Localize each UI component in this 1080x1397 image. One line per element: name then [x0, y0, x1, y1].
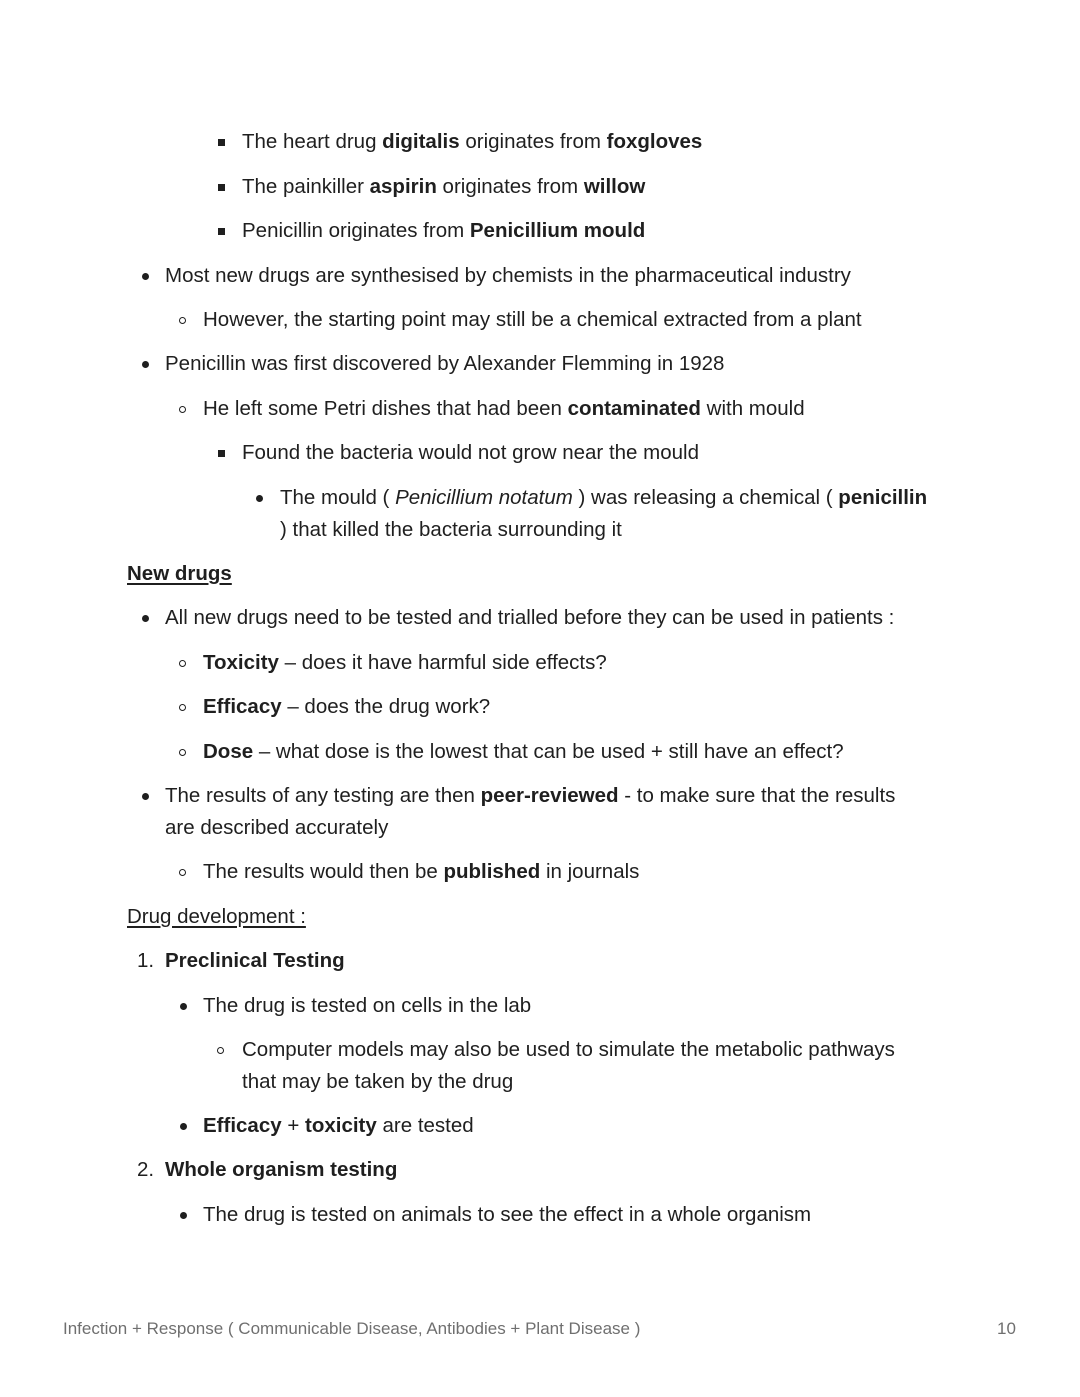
- step-number: 2.: [137, 1158, 155, 1181]
- bullet-icon: [180, 1212, 187, 1219]
- new-drugs-intro: All new drugs need to be tested and trialled before they can be used in patients :: [165, 606, 895, 629]
- discovery-mould-1: The mould ( Penicillium notatum ) was releasing a chemical ( penicillin: [280, 486, 928, 509]
- bullet-icon: [142, 615, 149, 622]
- square-bullet-icon: [218, 228, 225, 235]
- step1-title: Preclinical Testing: [165, 949, 345, 972]
- synth-main: Most new drugs are synthesised by chemists in the pharmaceutical industry: [165, 264, 851, 287]
- discovery-main: Penicillin was first discovered by Alexander Flemming in 1928: [165, 352, 725, 375]
- efficacy-toxicity-item: Efficacy + toxicity are tested: [203, 1114, 474, 1137]
- dose-item: Dose – what dose is the lowest that can be used + still have an effect?: [203, 740, 844, 763]
- bullet-icon: [142, 793, 149, 800]
- section-heading-new-drugs: New drugs: [127, 562, 232, 585]
- bullet-icon: [180, 1123, 187, 1130]
- hollow-bullet-icon: [179, 704, 186, 711]
- origin-digitalis: The heart drug digitalis originates from foxgloves: [242, 130, 703, 153]
- origin-penicillin: Penicillin originates from Penicillium mould: [242, 219, 646, 242]
- synth-sub: However, the starting point may still be a chemical extracted from a plant: [203, 308, 862, 331]
- bullet-icon: [256, 495, 263, 502]
- bullet-icon: [142, 273, 149, 280]
- toxicity-item: Toxicity – does it have harmful side effects?: [203, 651, 607, 674]
- hollow-bullet-icon: [179, 869, 186, 876]
- footer-title: Infection + Response ( Communicable Disease, Antibodies + Plant Disease ): [63, 1319, 641, 1338]
- animals-item: The drug is tested on animals to see the effect in a whole organism: [203, 1203, 812, 1226]
- section-heading-drug-development: Drug development :: [127, 905, 306, 928]
- bullet-icon: [180, 1003, 187, 1010]
- step-number: 1.: [137, 949, 155, 972]
- page-number: 10: [997, 1319, 1016, 1338]
- published-item: The results would then be published in journals: [203, 860, 640, 883]
- square-bullet-icon: [218, 450, 225, 457]
- step2-title: Whole organism testing: [165, 1158, 398, 1181]
- hollow-bullet-icon: [217, 1047, 224, 1054]
- hollow-bullet-icon: [179, 406, 186, 413]
- peer-review-2: are described accurately: [165, 816, 389, 839]
- hollow-bullet-icon: [179, 749, 186, 756]
- discovery-sub: He left some Petri dishes that had been contaminated with mould: [203, 397, 805, 420]
- discovery-found: Found the bacteria would not grow near the mould: [242, 441, 699, 464]
- bullet-icon: [142, 361, 149, 368]
- peer-review-1: The results of any testing are then peer-reviewed - to make sure that the results: [165, 784, 896, 807]
- models-2: that may be taken by the drug: [242, 1070, 514, 1093]
- square-bullet-icon: [218, 139, 225, 146]
- cells-item: The drug is tested on cells in the lab: [203, 994, 532, 1017]
- efficacy-item: Efficacy – does the drug work?: [203, 695, 491, 718]
- models-1: Computer models may also be used to simulate the metabolic pathways: [242, 1038, 895, 1061]
- hollow-bullet-icon: [179, 660, 186, 667]
- origin-aspirin: The painkiller aspirin originates from willow: [242, 175, 646, 198]
- discovery-mould-2: ) that killed the bacteria surrounding it: [280, 518, 622, 541]
- square-bullet-icon: [218, 184, 225, 191]
- hollow-bullet-icon: [179, 317, 186, 324]
